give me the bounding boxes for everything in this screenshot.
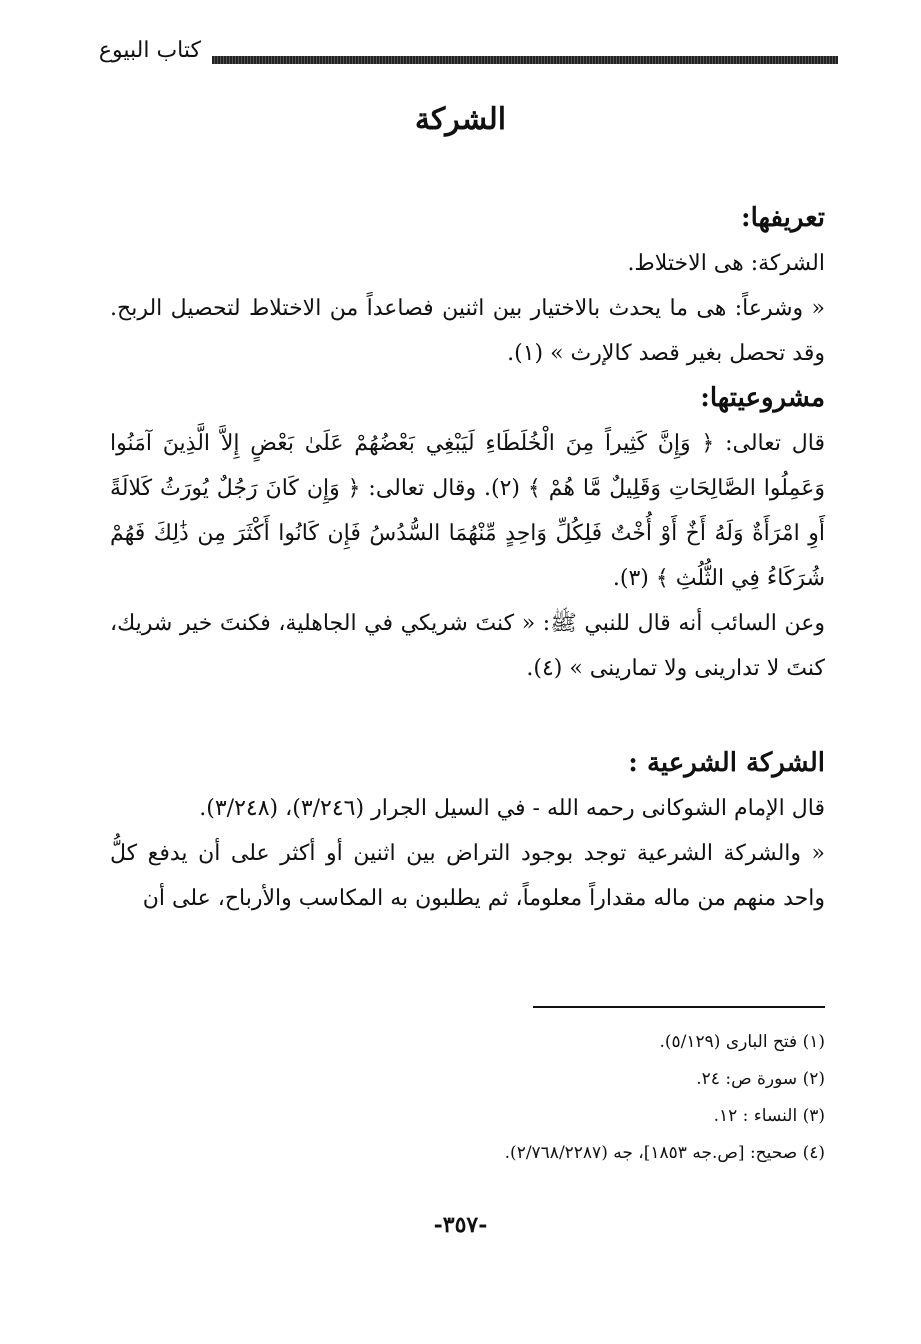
paragraph-hadith: وعن السائب أنه قال للنبي ﷺ: « كنتَ شريكي في الجاهلية، فكنتَ خير شريك، كنتَ لا تدارينى ولا تمارينى » (٤). — [110, 611, 825, 681]
running-header-title: كتاب البيوع — [98, 38, 201, 63]
footnotes — [225, 1024, 825, 1172]
footnote-item: (٣) النساء : ١٢. — [713, 1106, 825, 1126]
footnote-separator — [533, 1006, 825, 1008]
section-gap — [110, 691, 825, 741]
page-number: -٣٥٧- — [433, 1212, 488, 1238]
header-rule — [212, 56, 838, 64]
section-heading-definition: تعريفها: — [740, 203, 825, 233]
footnote-item: (٢) سورة ص: ٢٤. — [696, 1069, 825, 1089]
paragraph-quran-verses: قال تعالى: ﴿ وَإِنَّ كَثِيراً مِنَ الْخُلَطَاءِ لَيَبْغِي بَعْضُهُمْ عَلَىٰ بَعْضٍ إِلاَّ الَّذِينَ آمَنُوا وَعَمِلُوا الصَّالِحَاتِ وَقَلِيلٌ مَّا هُمْ ﴾ (٢). وقال تعالى: ﴿ وَإِن كَانَ رَجُلٌ يُورَثُ كَلالَةً أَوِ امْرَأَةٌ وَلَهُ أَخٌ أَوْ أُخْتٌ فَلِكُلِّ وَاحِدٍ مِّنْهُمَا السُّدُسُ فَإِن كَانُوا أَكْثَرَ مِن ذَٰلِكَ فَهُمْ شُرَكَاءُ فِي الثُّلُثِ ﴾ (٣). — [110, 431, 825, 591]
paragraph-legal-definition: « وشرعاً: هى ما يحدث بالاختيار بين اثنين فصاعداً من الاختلاط لتحصيل الربح. وقد تحصل بغير قصد كالإرث » (١). — [110, 296, 825, 366]
paragraph-shawkani-quote: « والشركة الشرعية توجد بوجود التراض بين اثنين أو أكثر على أن يدفع كلُّ واحد منهم من ماله مقداراً معلوماً، ثم يطلبون به المكاسب والأرباح، على أن — [110, 841, 825, 911]
body-text — [110, 196, 825, 921]
paragraph-linguistic-definition: الشركة: هى الاختلاط. — [627, 251, 825, 276]
section-heading-legitimacy: مشروعيتها: — [700, 383, 825, 413]
section-heading-legal-partnership: الشركة الشرعية : — [628, 748, 825, 778]
paragraph-shawkani-citation: قال الإمام الشوكانى رحمه الله - في السيل الجرار (٣/٢٤٦)، (٣/٢٤٨). — [199, 796, 825, 821]
footnote-item: (١) فتح البارى (٥/١٢٩). — [659, 1032, 825, 1052]
chapter-title: الشركة — [414, 102, 507, 137]
footnote-item: (٤) صحيح: [ص.جه ١٨٥٣]، جه (٢/٧٦٨/٢٢٨٧). — [504, 1143, 825, 1163]
